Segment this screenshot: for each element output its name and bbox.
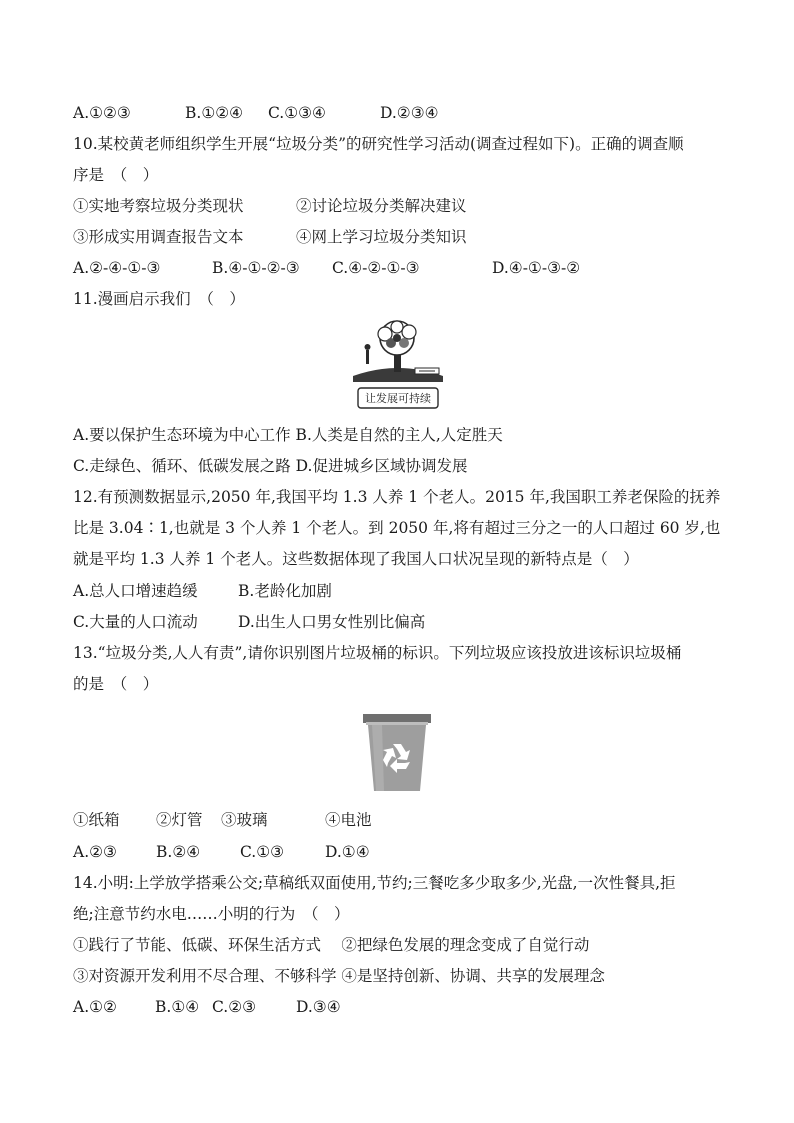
q13-item-3: ③玻璃	[221, 811, 268, 829]
cartoon-caption: 让发展可持续	[365, 392, 431, 405]
q9-option-c: C.①③④	[268, 104, 326, 122]
recycle-bin-icon	[362, 712, 432, 792]
q12-option-c: C.大量的人口流动	[73, 613, 198, 631]
q10-item-4: ④网上学习垃圾分类知识	[296, 228, 467, 246]
recycle-bin-figure	[362, 712, 432, 792]
q14-option-d: D.③④	[296, 998, 341, 1016]
q13-option-a: A.②③	[73, 843, 117, 861]
sustainable-development-cartoon	[349, 316, 447, 410]
q11-options-line1: A.要以保护生态环境为中心工作 B.人类是自然的主人,人定胜天	[73, 426, 503, 444]
q14-option-a: A.①②	[73, 998, 117, 1016]
tree-cartoon-icon	[349, 316, 447, 410]
q12-option-b: B.老龄化加剧	[238, 582, 332, 600]
q10-option-b: B.④-①-②-③	[212, 259, 300, 277]
q10-item-3: ③形成实用调查报告文本	[73, 228, 244, 246]
q14-option-b: B.①④	[155, 998, 200, 1016]
q9-option-b: B.①②④	[185, 104, 244, 122]
q10-stem-line1: 10.某校黄老师组织学生开展“垃圾分类”的研究性学习活动(调查过程如下)。正确的调查顺	[73, 135, 684, 153]
q11-options-line2: C.走绿色、循环、低碳发展之路 D.促进城乡区域协调发展	[73, 457, 468, 475]
q13-stem-line1: 13.“垃圾分类,人人有责”,请你识别图片垃圾桶的标识。下列垃圾应该投放进该标识垃圾桶	[73, 644, 682, 662]
q12-option-a: A.总人口增速趋缓	[73, 582, 198, 600]
q10-option-a: A.②-④-①-③	[73, 259, 161, 277]
q13-item-4: ④电池	[325, 811, 372, 829]
q13-option-d: D.①④	[325, 843, 370, 861]
q14-option-c: C.②③	[212, 998, 257, 1016]
q12-stem-line3: 就是平均 1.3 人养 1 个老人。这些数据体现了我国人口状况呈现的新特点是（ ）	[73, 550, 639, 568]
q14-item-line2: ③对资源开发利用不尽合理、不够科学 ④是坚持创新、协调、共享的发展理念	[73, 967, 605, 985]
q10-option-d: D.④-①-③-②	[492, 259, 581, 277]
q12-option-d: D.出生人口男女性别比偏高	[238, 613, 426, 631]
q10-option-c: C.④-②-①-③	[332, 259, 420, 277]
q14-stem-line1: 14.小明:上学放学搭乘公交;草稿纸双面使用,节约;三餐吃多少取多少,光盘,一次性餐具,拒	[73, 874, 676, 892]
q13-stem-line2: 的是 （ ）	[73, 675, 159, 693]
q12-stem-line2: 比是 3.04∶1,也就是 3 个人养 1 个老人。到 2050 年,将有超过三分之一的人口超过 60 岁,也	[73, 519, 721, 537]
q13-item-1: ①纸箱	[73, 811, 120, 829]
q10-item-2: ②讨论垃圾分类解决建议	[296, 197, 467, 215]
q9-option-d: D.②③④	[380, 104, 439, 122]
q11-stem: 11.漫画启示我们 （ ）	[73, 290, 245, 308]
q9-option-a: A.①②③	[73, 104, 131, 122]
q10-stem-line2: 序是 （ ）	[73, 166, 159, 184]
q14-stem-line2: 绝;注意节约水电……小明的行为 （ ）	[73, 905, 350, 923]
q13-item-2: ②灯管	[156, 811, 203, 829]
q14-item-line1: ①践行了节能、低碳、环保生活方式 ②把绿色发展的理念变成了自觉行动	[73, 936, 590, 954]
q13-option-b: B.②④	[156, 843, 201, 861]
q10-item-1: ①实地考察垃圾分类现状	[73, 197, 244, 215]
q12-stem-line1: 12.有预测数据显示,2050 年,我国平均 1.3 人养 1 个老人。2015 年,我国职工养老保险的抚养	[73, 488, 721, 506]
q13-option-c: C.①③	[240, 843, 285, 861]
